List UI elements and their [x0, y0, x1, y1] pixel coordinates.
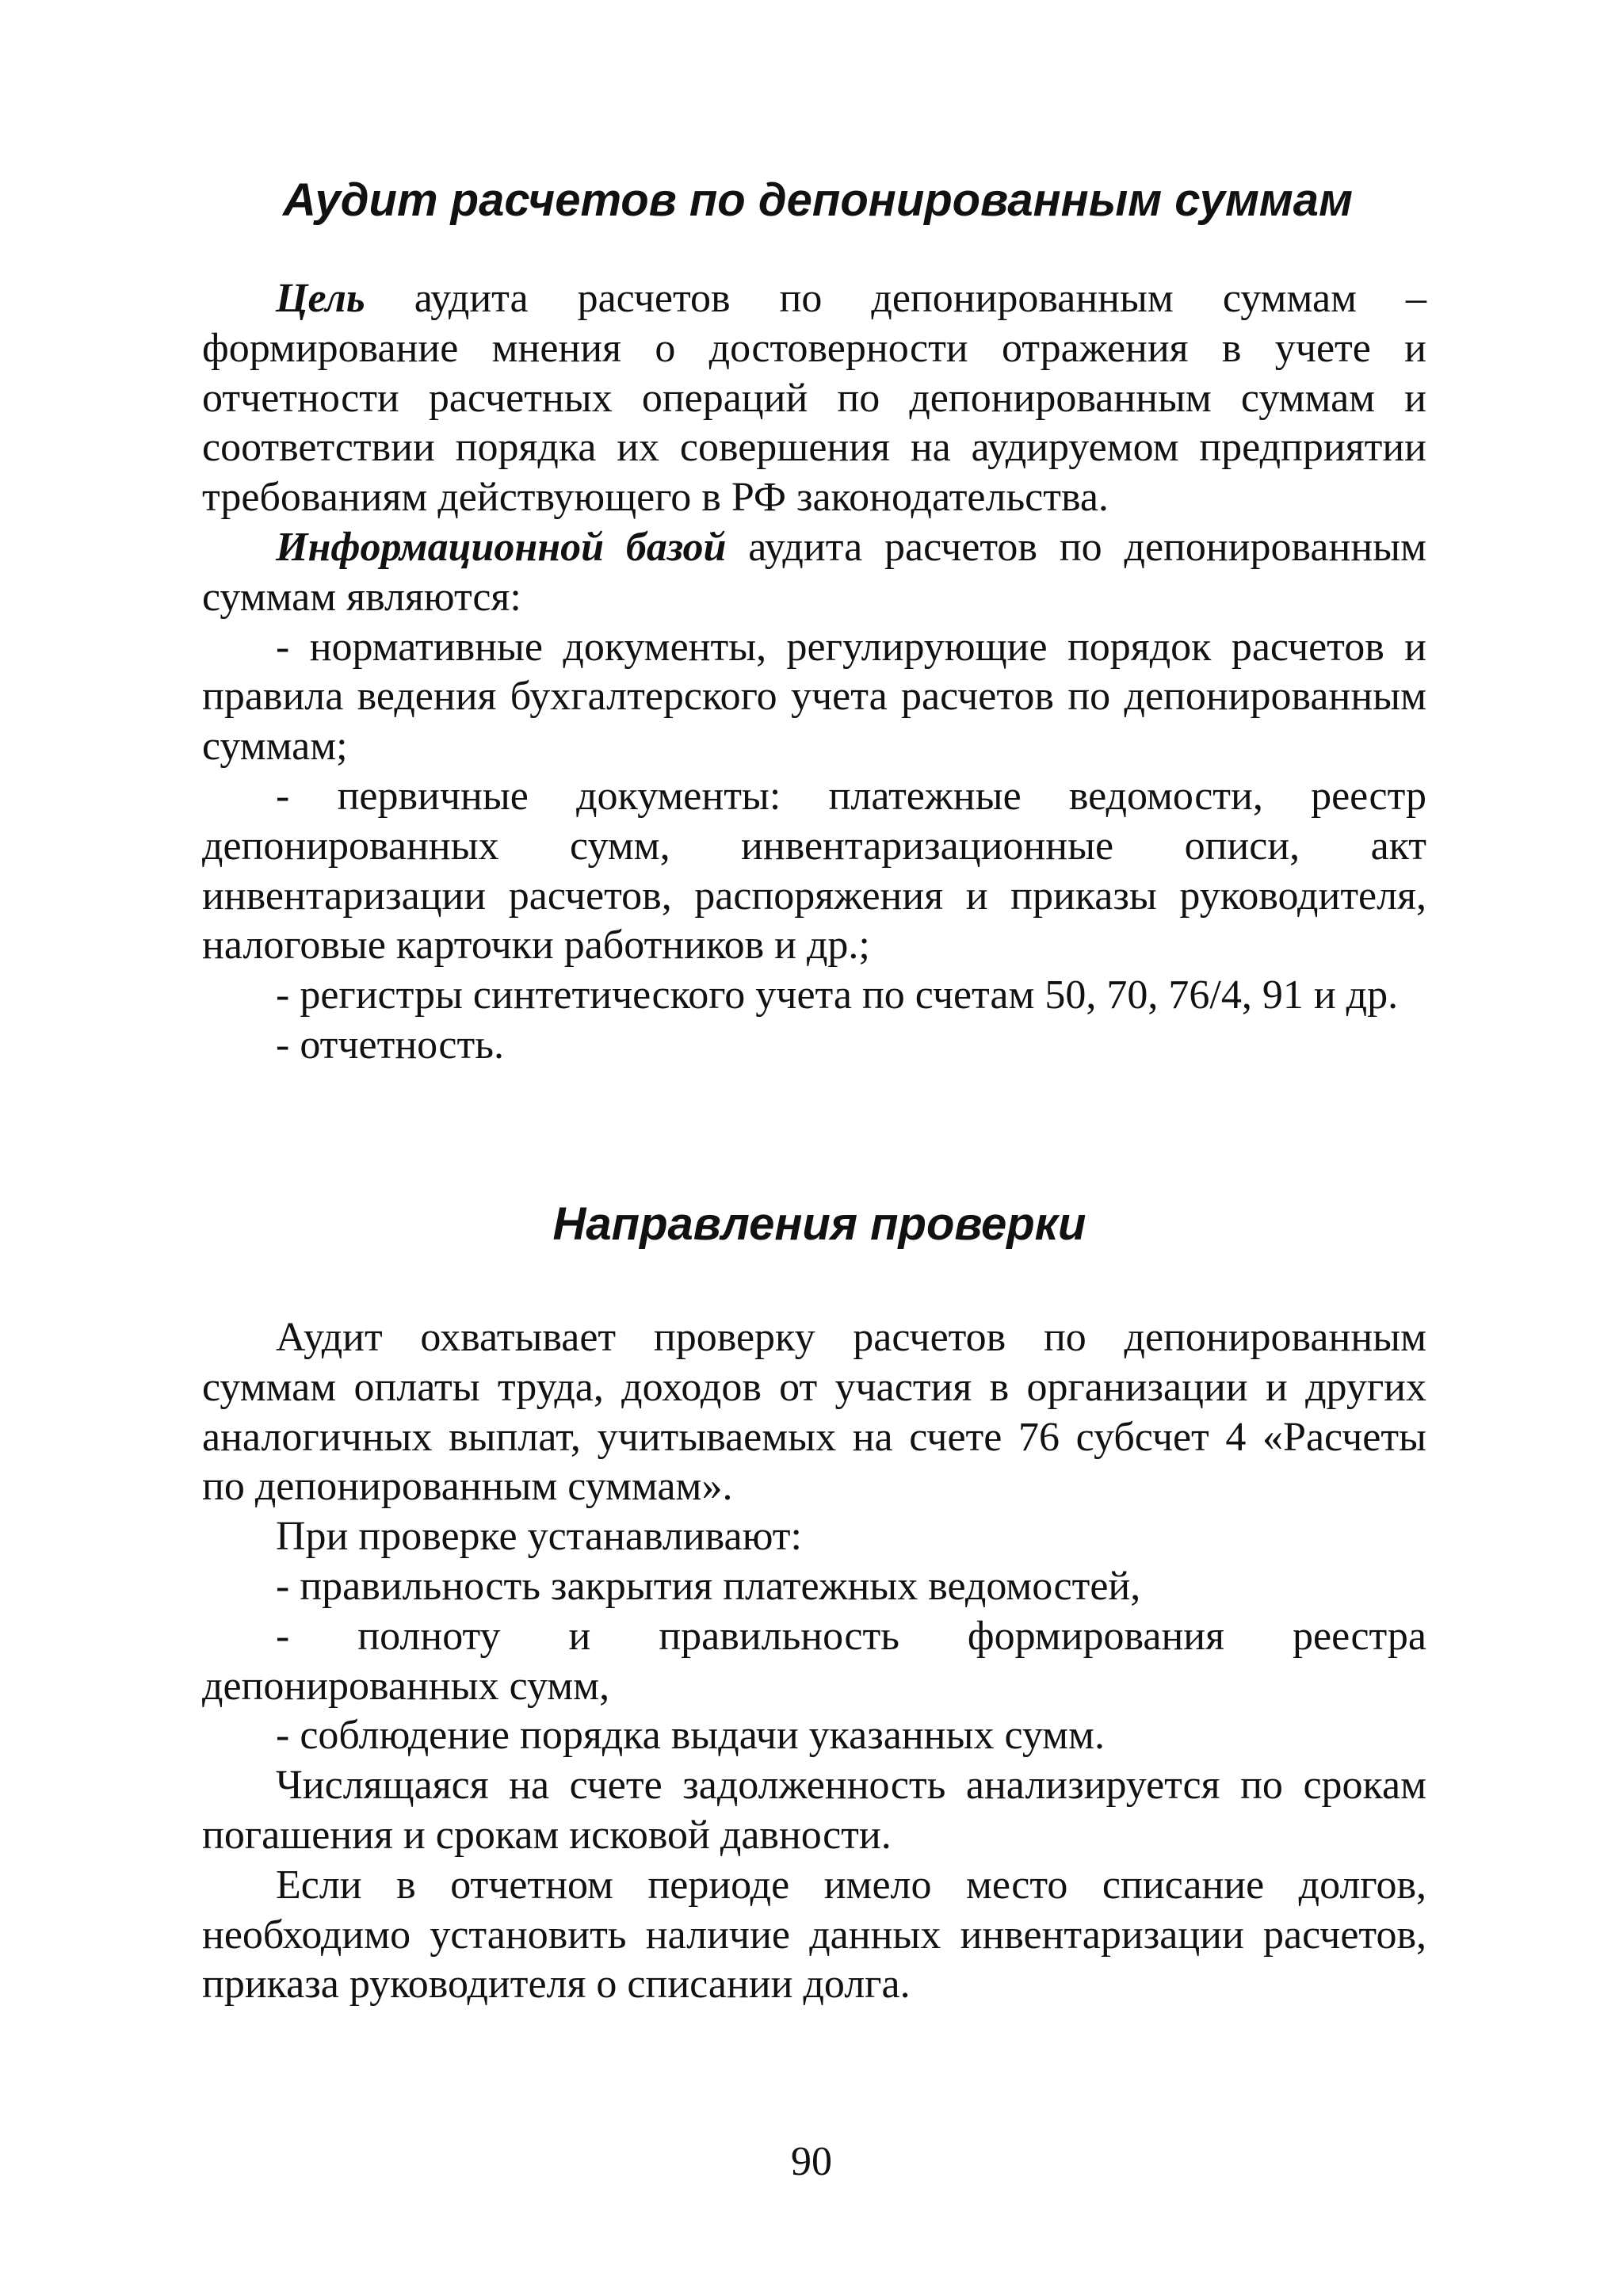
term-goal: Цель [276, 276, 365, 321]
paragraph-goal-text: аудита расчетов по депонированным суммам – формирование мнения о достоверности отражения в учете и отчетности расчетных операций по депонированным суммам и соответствии порядка их совершения на аудируемом предприятии требованиям действующего в РФ законодательства. [202, 276, 1426, 521]
page-number: 90 [791, 2139, 832, 2184]
paragraph-info-base-text: аудита расчетов по депонированным суммам являются: [202, 524, 1426, 620]
paragraph-audit-scope: Аудит охватывает проверку расчетов по депонированным суммам оплаты труда, доходов от участия в организации и других аналогичных выплат, учитываемых на счете 76 субсчет 4 «Расчеты по депонированным суммам». [202, 1315, 1426, 1510]
list-item-payout-order: - соблюдение порядка выдачи указанных сумм. [276, 1713, 1105, 1759]
term-info-base: Информационной базой [276, 524, 727, 570]
paragraph-debt-write-off: Если в отчетном периоде имело место списание долгов, необходимо установить наличие данных инвентаризации расчетов, приказа руководителя о списании долга. [202, 1862, 1426, 2008]
list-item-registers: - регистры синтетического учета по счетам 50, 70, 76/4, 91 и др. [276, 972, 1399, 1018]
list-item-primary-docs: - первичные документы: платежные ведомости, реестр депонированных сумм, инвентаризационные описи, акт инвентаризации расчетов, распоряжения и приказы руководителя, налоговые карточки работников и др.; [202, 773, 1426, 968]
list-item-normative-docs: - нормативные документы, регулирующие порядок расчетов и правила ведения бухгалтерского учета расчетов по депонированным суммам; [202, 624, 1426, 770]
paragraph-debt-analysis: Числящаяся на счете задолженность анализируется по срокам погашения и срокам исковой давности. [202, 1763, 1426, 1858]
paragraph-info-base [202, 523, 1426, 623]
section-body-audit [202, 274, 1426, 1071]
paragraph-goal [202, 274, 1426, 523]
paragraph-check-intro: При проверке устанавливают: [276, 1514, 802, 1560]
section-title-directions: Направления проверки [552, 1198, 1086, 1250]
list-item-closing-statements: - правильность закрытия платежных ведомостей, [276, 1563, 1141, 1609]
section-body-directions [202, 1313, 1426, 2010]
section-title-audit: Аудит расчетов по депонированным суммам [283, 174, 1353, 226]
list-item-register-completeness: - полноту и правильность формирования реестра депонированных сумм, [202, 1613, 1426, 1709]
list-item-reporting: - отчетность. [276, 1022, 504, 1068]
